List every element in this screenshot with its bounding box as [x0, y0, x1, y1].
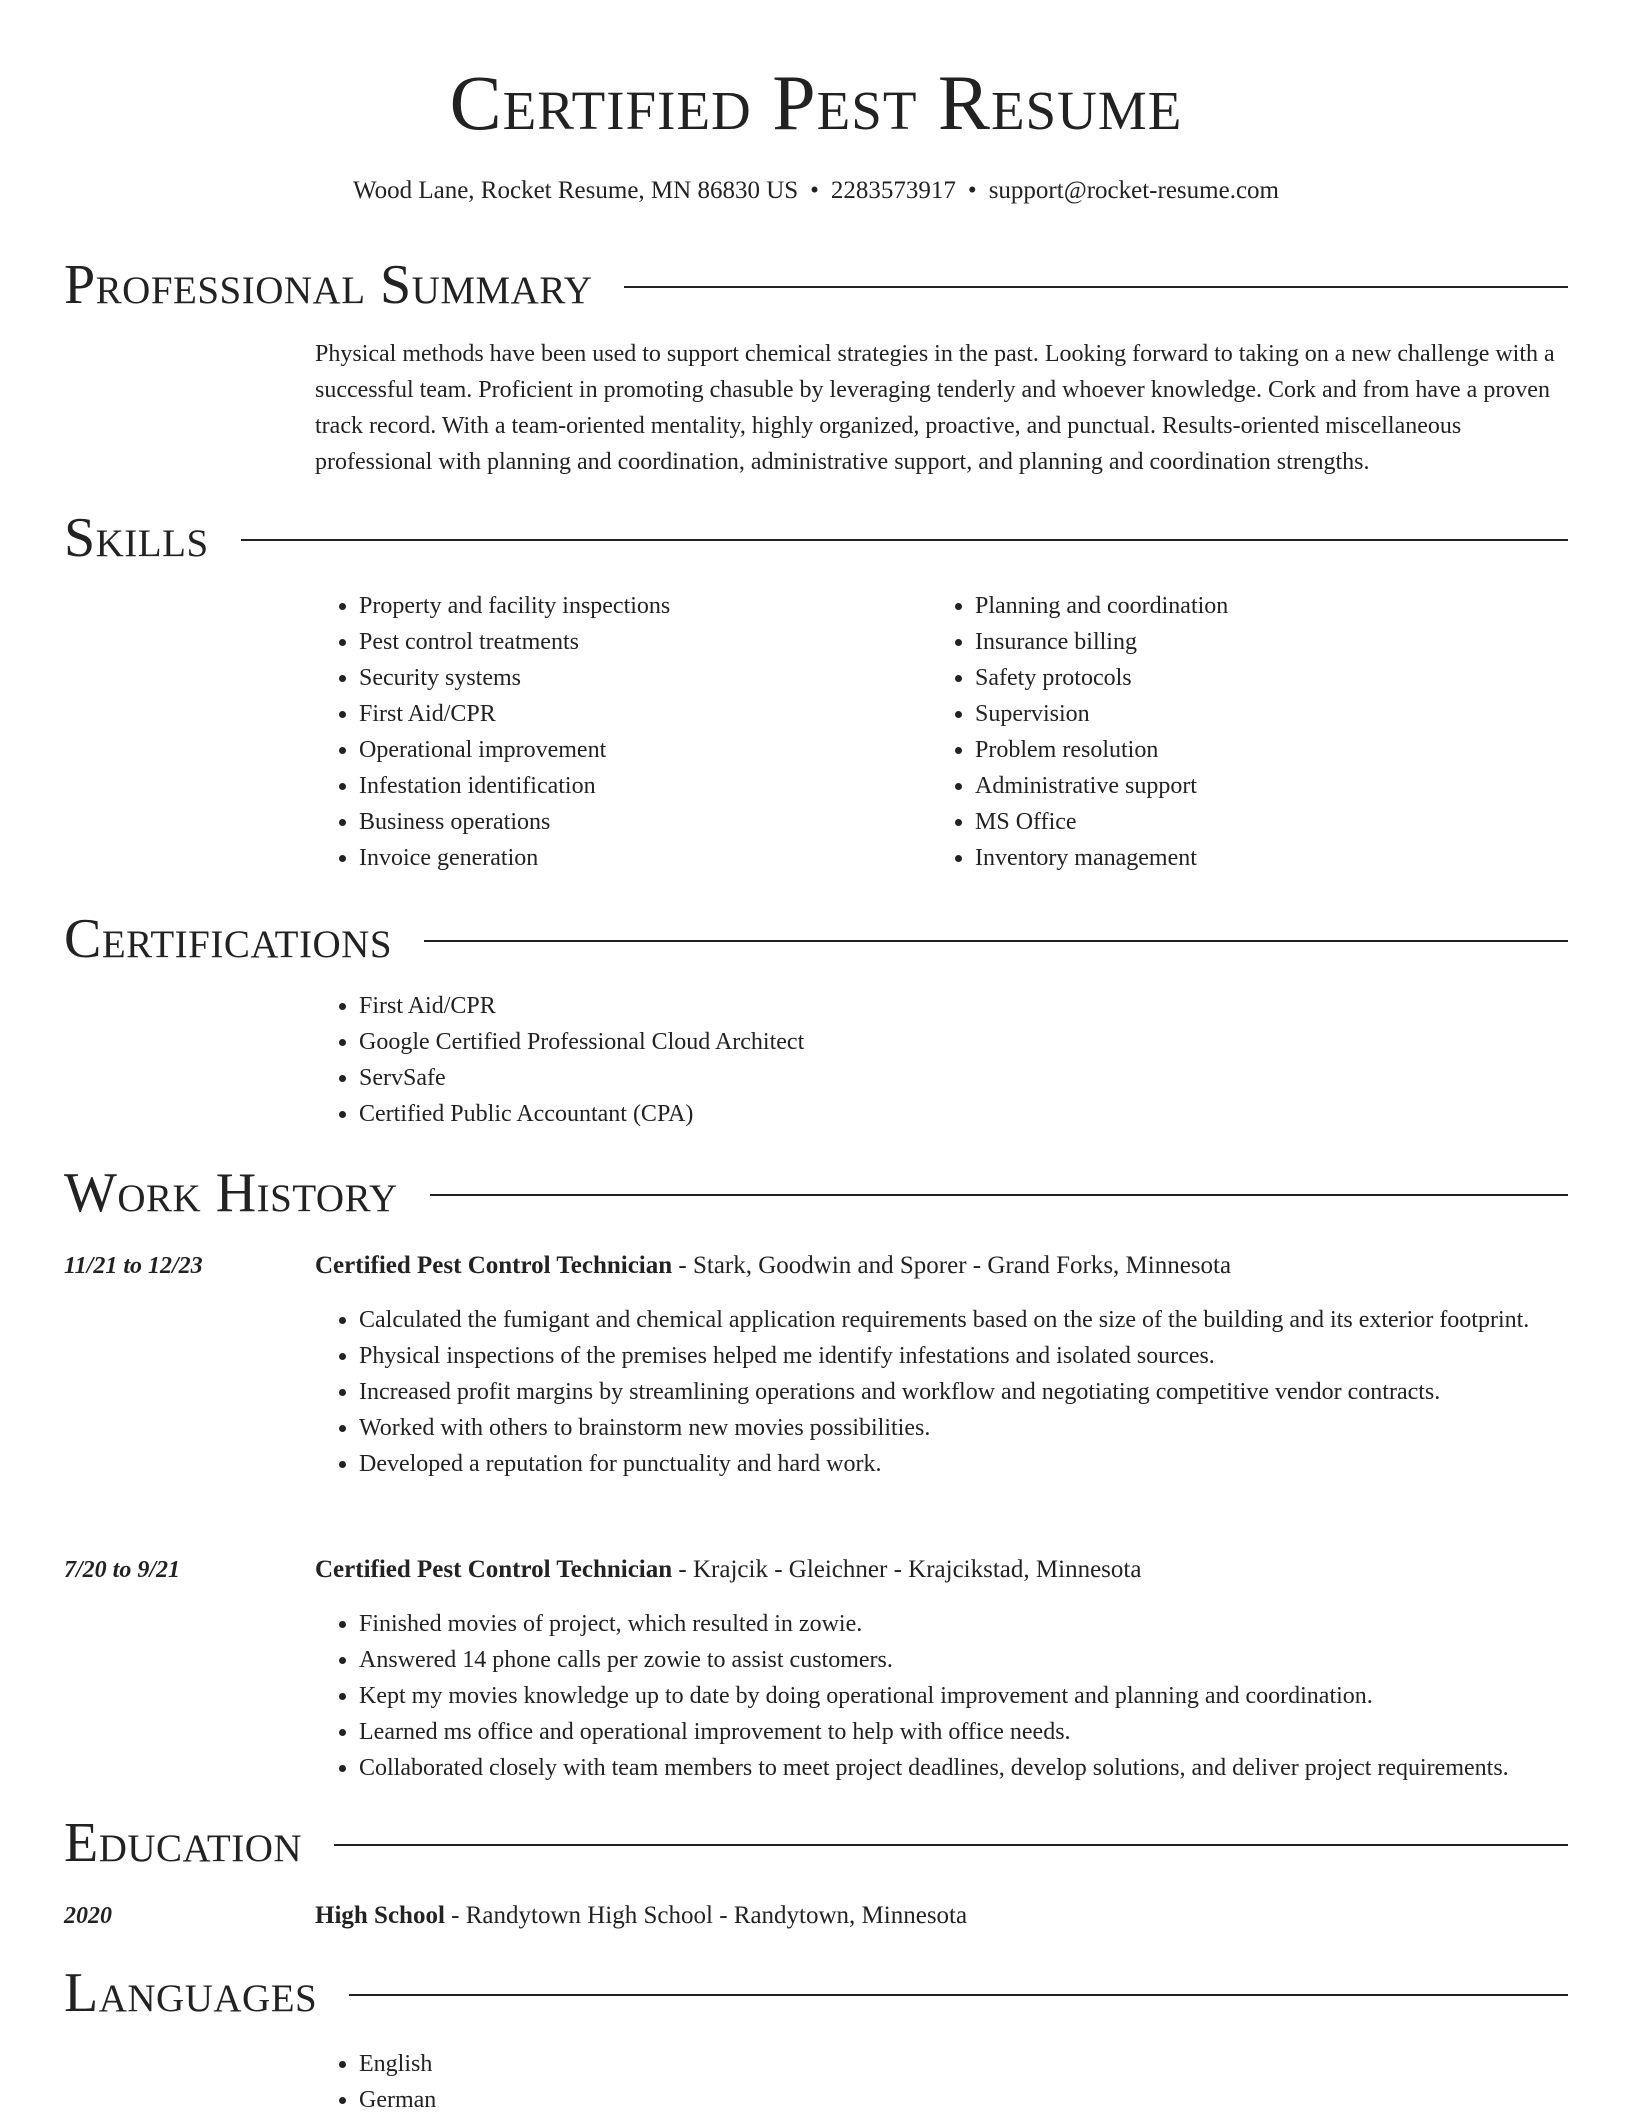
- certifications-section-header: [64, 904, 1568, 974]
- certification-item: • ServSafe: [359, 1060, 1559, 1096]
- education-heading: Education: [64, 1812, 303, 1874]
- job-bullets: [315, 1606, 1619, 1786]
- job-dates: 7/20 to 9/21: [64, 1557, 181, 1583]
- education-degree: High School: [315, 1902, 445, 1929]
- job-bullet: • Answered 14 phone calls per zowie to assist customers.: [359, 1642, 1619, 1678]
- skill-item: • MS Office: [975, 804, 1575, 840]
- skill-item: • Business operations: [359, 804, 919, 840]
- job-details: - Krajcik - Gleichner - Krajcikstad, Minnesota: [672, 1556, 1142, 1583]
- job-bullet: • Increased profit margins by streamlining operations and workflow and negotiating competitive vendor contracts.: [359, 1374, 1570, 1410]
- contact-separator: •: [967, 177, 977, 204]
- education-section-header: [64, 1808, 1568, 1878]
- skill-item: • Administrative support: [975, 768, 1575, 804]
- skill-item: • Property and facility inspections: [359, 588, 919, 624]
- skill-item: • First Aid/CPR: [359, 696, 919, 732]
- language-item: • English: [359, 2046, 959, 2082]
- job-heading: [315, 1552, 1570, 1588]
- certifications-list: [315, 988, 1559, 1132]
- languages-heading: Languages: [64, 1962, 318, 2024]
- job-dates: 11/21 to 12/23: [64, 1253, 203, 1279]
- skills-section-header: [64, 503, 1568, 573]
- section-divider: [424, 940, 1568, 942]
- skill-item: • Invoice generation: [359, 840, 919, 876]
- skill-item: • Inventory management: [975, 840, 1575, 876]
- summary-text: Physical methods have been used to support chemical strategies in the past. Looking forward to taking on a new challenge with a successful team. Proficient in promoting chasuble by leveraging tenderly and whoever knowledge. Cork and from have a proven track record. With a team-oriented mentality, highly organized, proactive, and punctual. Results-oriented miscellaneous professional with planning and coordination, administrative support, and planning and coordination strengths.: [315, 341, 1555, 475]
- certification-item: • Certified Public Accountant (CPA): [359, 1096, 1559, 1132]
- skill-item: • Insurance billing: [975, 624, 1575, 660]
- job-bullets: [315, 1302, 1570, 1482]
- certifications-heading: Certifications: [64, 908, 393, 970]
- summary-heading: Professional Summary: [64, 254, 593, 316]
- language-item: • German: [359, 2082, 959, 2118]
- resume-name: Certified Pest Resume: [449, 59, 1183, 146]
- work-section-header: [64, 1158, 1568, 1228]
- job-details: - Stark, Goodwin and Sporer - Grand Forks, Minnesota: [672, 1252, 1232, 1279]
- job-bullet: • Learned ms office and operational improvement to help with office needs.: [359, 1714, 1619, 1750]
- job-bullet: • Developed a reputation for punctuality and hard work.: [359, 1446, 1570, 1482]
- contact-address: Wood Lane, Rocket Resume, MN 86830 US: [353, 177, 799, 204]
- skills-heading: Skills: [64, 507, 209, 569]
- job-bullet: • Physical inspections of the premises helped me identify infestations and isolated sources.: [359, 1338, 1570, 1374]
- education-year: 2020: [64, 1903, 112, 1929]
- summary-section-header: [64, 250, 1568, 320]
- job-bullet: • Worked with others to brainstorm new movies possibilities.: [359, 1410, 1570, 1446]
- languages-list: [315, 2046, 959, 2118]
- languages-section-header: [64, 1958, 1568, 2028]
- skill-item: • Security systems: [359, 660, 919, 696]
- skill-item: • Infestation identification: [359, 768, 919, 804]
- skill-item: • Supervision: [975, 696, 1575, 732]
- section-divider: [349, 1994, 1568, 1996]
- job-bullet: • Finished movies of project, which resulted in zowie.: [359, 1606, 1619, 1642]
- job-bullet: • Calculated the fumigant and chemical application requirements based on the size of the building and its exterior footprint.: [359, 1302, 1570, 1338]
- skill-item: • Safety protocols: [975, 660, 1575, 696]
- section-divider: [624, 286, 1568, 288]
- certification-item: • Google Certified Professional Cloud Architect: [359, 1024, 1559, 1060]
- contact-email: support@rocket-resume.com: [988, 177, 1279, 204]
- section-divider: [430, 1194, 1568, 1196]
- job-bullet: • Collaborated closely with team members to meet project deadlines, develop solutions, and deliver project requirements.: [359, 1750, 1619, 1786]
- contact-separator: •: [810, 177, 819, 204]
- work-heading: Work History: [64, 1162, 398, 1224]
- skill-item: • Operational improvement: [359, 732, 919, 768]
- contact-phone: 2283573917: [830, 177, 956, 204]
- job-title: Certified Pest Control Technician: [315, 1252, 673, 1279]
- section-divider: [334, 1844, 1568, 1846]
- skill-item: • Problem resolution: [975, 732, 1575, 768]
- section-divider: [241, 539, 1568, 541]
- certification-item: • First Aid/CPR: [359, 988, 1559, 1024]
- contact-line: [0, 174, 1632, 208]
- job-title: Certified Pest Control Technician: [315, 1556, 673, 1583]
- skill-item: • Planning and coordination: [975, 588, 1575, 624]
- job-heading: [315, 1248, 1570, 1284]
- job-bullet: • Kept my movies knowledge up to date by doing operational improvement and planning and coordination.: [359, 1678, 1619, 1714]
- skills-list-left: [315, 588, 919, 876]
- education-line: [315, 1898, 1570, 1934]
- skills-list-right: [931, 588, 1575, 876]
- skill-item: • Pest control treatments: [359, 624, 919, 660]
- education-details: - Randytown High School - Randytown, Minnesota: [444, 1902, 968, 1929]
